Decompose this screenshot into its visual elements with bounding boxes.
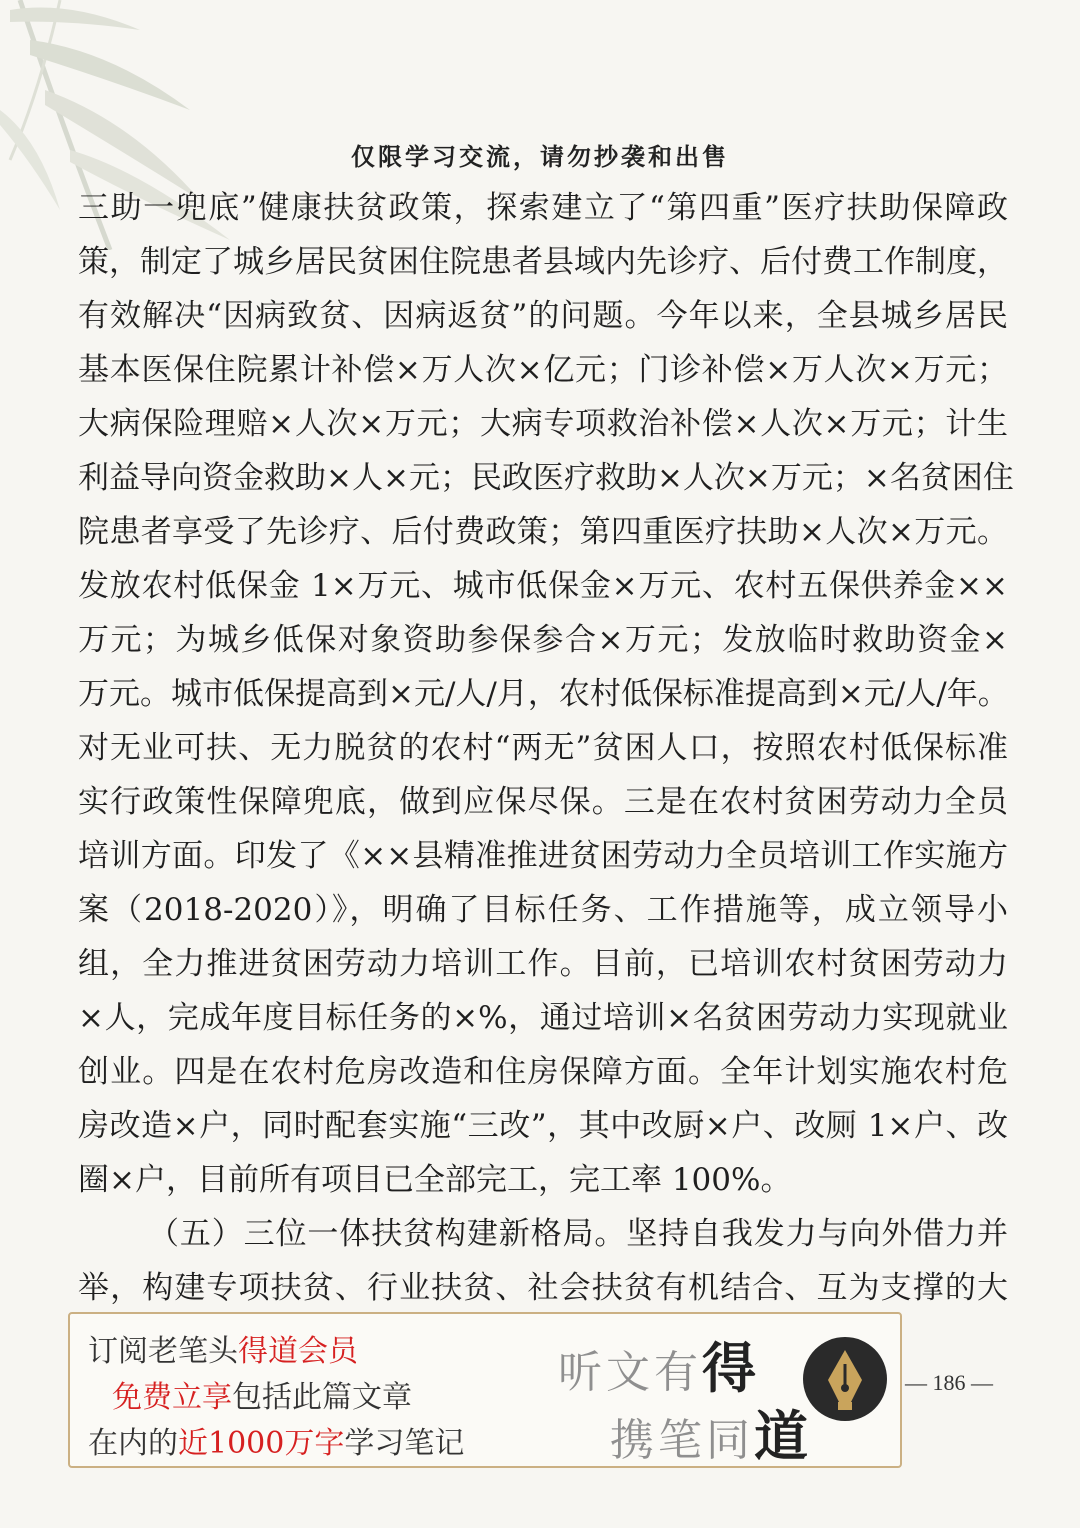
text-line: 案（2018-2020）》，明确了目标任务、工作措施等，成立领导小: [78, 892, 1008, 928]
text-line: 实行政策性保障兜底，做到应保尽保。三是在农村贫困劳动力全员: [78, 784, 1008, 820]
text-line: 有效解决“因病致贫、因病返贫”的问题。今年以来，全县城乡居民: [78, 298, 1008, 334]
text-line: ×人，完成年度目标任务的×%，通过培训×名贫困劳动力实现就业: [78, 1000, 1008, 1036]
text-line: 院患者享受了先诊疗、后付费政策；第四重医疗扶助×人次×万元。: [78, 514, 1008, 550]
text-line: 组，全力推进贫困劳动力培训工作。目前，已培训农村贫困劳动力: [78, 946, 1008, 982]
text-line: 万元；为城乡低保对象资助参保参合×万元；发放临时救助资金×: [78, 622, 1008, 658]
text-line: 举，构建专项扶贫、行业扶贫、社会扶贫有机结合、互为支撑的大: [78, 1270, 1008, 1306]
text-line: 策，制定了城乡居民贫困住院患者县域内先诊疗、后付费工作制度，: [78, 244, 1008, 280]
text-line: 基本医保住院累计补偿×万人次×亿元；门诊补偿×万人次×万元；: [78, 352, 1008, 388]
text-line: 对无业可扶、无力脱贫的农村“两无”贫困人口，按照农村低保标准: [78, 730, 1008, 766]
banner-line-1: 订阅老笔头得道会员: [88, 1334, 358, 1369]
text-line: 万元。城市低保提高到×元/人/月，农村低保标准提高到×元/人/年。: [78, 676, 1009, 712]
text-line: 创业。四是在农村危房改造和住房保障方面。全年计划实施农村危: [78, 1054, 1008, 1090]
section-heading-line: （五）三位一体扶贫构建新格局。坚持自我发力与向外借力并: [148, 1216, 1008, 1252]
banner-slogan-1: 听文有得: [558, 1336, 760, 1400]
text-line: 发放农村低保金 1×万元、城市低保金×万元、农村五保供养金××: [78, 568, 1008, 604]
text-line: 房改造×户，同时配套实施“三改”，其中改厨×户、改厕 1×户、改: [78, 1108, 1008, 1144]
copyright-notice: 仅限学习交流，请勿抄袭和出售: [351, 142, 729, 171]
text-line: 大病保险理赔×人次×万元；大病专项救治补偿×人次×万元；计生: [78, 406, 1008, 442]
fountain-pen-nib-icon: [802, 1336, 888, 1422]
text-line: 培训方面。印发了《××县精准推进贫困劳动力全员培训工作实施方: [78, 838, 1008, 874]
article-body: [78, 181, 1014, 1315]
subscription-banner[interactable]: [68, 1312, 902, 1468]
banner-slogan-2: 携笔同道: [610, 1404, 812, 1468]
text-line: 利益导向资金救助×人×元；民政医疗救助×人次×万元；×名贫困住: [78, 460, 1014, 496]
banner-line-3: 在内的近1000万字学习笔记: [88, 1426, 465, 1461]
page-number: — 186 —: [905, 1370, 993, 1395]
banner-line-2: 免费立享包括此篇文章: [112, 1380, 412, 1415]
text-line: 圈×户，目前所有项目已全部完工，完工率 100%。: [78, 1162, 792, 1198]
text-line: 三助一兜底”健康扶贫政策，探索建立了“第四重”医疗扶助保障政: [78, 190, 1008, 226]
